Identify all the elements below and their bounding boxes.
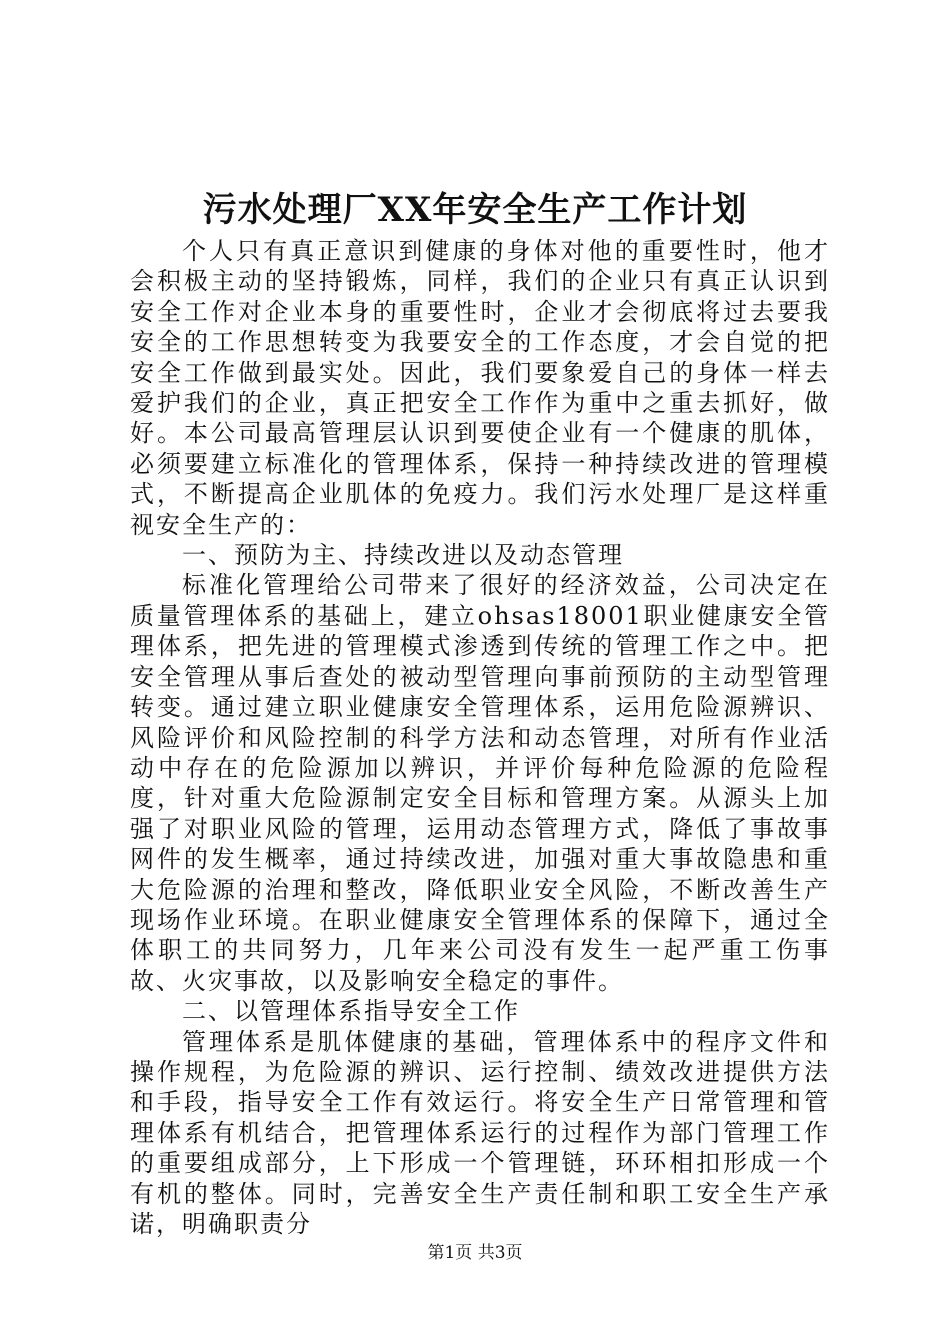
document-body	[130, 236, 830, 1239]
section-1-paragraph: 标准化管理给公司带来了很好的经济效益，公司决定在质量管理体系的基础上，建立ohsas18001职业健康安全管理体系，把先进的管理模式渗透到传统的管理工作之中。把安全管理从事后查处的被动型管理向事前预防的主动型管理转变。通过建立职业健康安全管理体系，运用危险源辨识、风险评价和风险控制的科学方法和动态管理，对所有作业活动中存在的危险源加以辨识，并评价每种危险源的危险程度，针对重大危险源制定安全目标和管理方案。从源头上加强了对职业风险的管理，运用动态管理方式，降低了事故事网件的发生概率，通过持续改进，加强对重大事故隐患和重大危险源的治理和整改，降低职业安全风险，不断改善生产现场作业环境。在职业健康安全管理体系的保障下，通过全体职工的共同努力，几年来公司没有发生一起严重工伤事故、火灾事故，以及影响安全稳定的事件。	[130, 571, 830, 995]
page-footer: 第1页 共3页	[427, 1243, 523, 1263]
intro-paragraph: 个人只有真正意识到健康的身体对他的重要性时，他才会积极主动的坚持锻炼，同样，我们的企业只有真正认识到安全工作对企业本身的重要性时，企业才会彻底将过去要我安全的工作思想转变为我要安全的工作态度，才会自觉的把安全工作做到最实处。因此，我们要象爱自己的身体一样去爱护我们的企业，真正把安全工作作为重中之重去抓好，做好。本公司最高管理层认识到要使企业有一个健康的肌体，必须要建立标准化的管理体系，保持一种持续改进的管理模式，不断提高企业肌体的免疫力。我们污水处理厂是这样重视安全生产的：	[130, 237, 830, 539]
section-heading-2: 二、以管理体系指导安全工作	[182, 997, 520, 1026]
section-2-paragraph: 管理体系是肌体健康的基础，管理体系中的程序文件和操作规程，为危险源的辨识、运行控制、绩效改进提供方法和手段，指导安全工作有效运行。将安全生产日常管理和管理体系有机结合，把管理体系运行的过程作为部门管理工作的重要组成部分，上下形成一个管理链，环环相扣形成一个有机的整体。同时，完善安全生产责任制和职工安全生产承诺，明确职责分	[130, 1027, 830, 1238]
section-heading-1: 一、预防为主、持续改进以及动态管理	[182, 541, 624, 570]
document-title: 污水处理厂XX年安全生产工作计划	[202, 190, 748, 230]
